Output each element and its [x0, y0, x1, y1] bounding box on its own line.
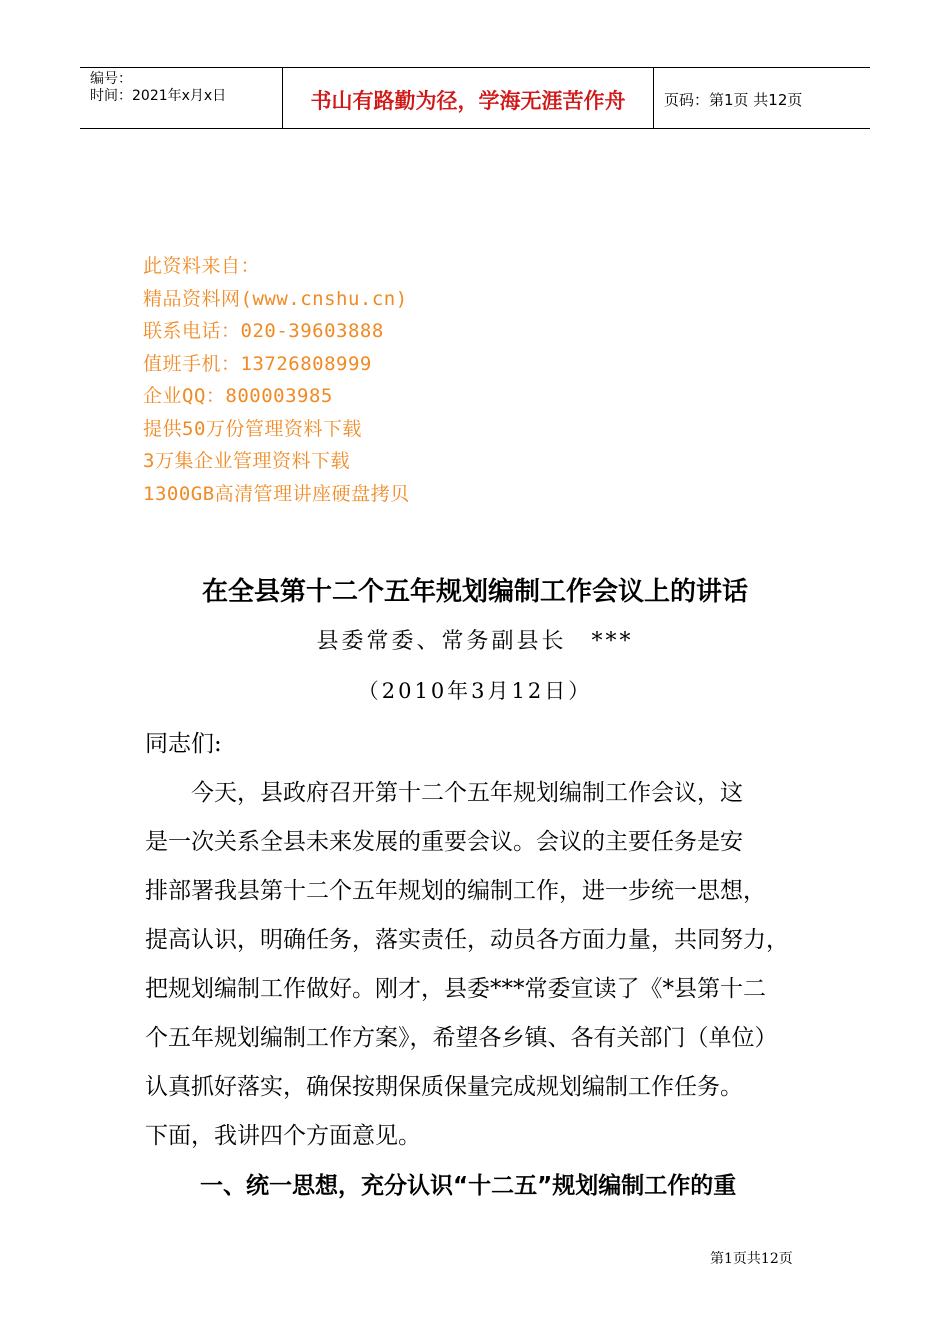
date-line: （2010年3月12日）	[357, 679, 593, 703]
paragraph-line: 今天，县政府召开第十二个五年规划编制工作会议，这	[145, 780, 743, 806]
paragraph-line: 个五年规划编制工作方案》，希望各乡镇、各有关部门（单位）	[145, 1025, 778, 1051]
page-header	[80, 67, 870, 129]
paragraph-line: 提高认识，明确任务，落实责任，动员各方面力量，共同努力，	[145, 927, 789, 953]
time-label: 时间：2021年x月x日	[90, 88, 227, 104]
section-heading: 一、统一思想，充分认识“十二五”规划编制工作的重	[200, 1173, 737, 1199]
header-page-cell	[654, 68, 870, 128]
source-line: 3万集企业管理资料下载	[143, 450, 350, 472]
header-motto-cell	[282, 68, 654, 128]
motto: 书山有路勤为径，学海无涯苦作舟	[310, 89, 626, 113]
document-title: 在全县第十二个五年规划编制工作会议上的讲话	[201, 577, 748, 607]
speaker-line: 县委常委、常务副县长 ***	[316, 629, 634, 654]
source-info-block	[143, 250, 410, 510]
source-line: 值班手机：13726808999	[143, 352, 372, 375]
paragraph-line: 下面，我讲四个方面意见。	[145, 1123, 421, 1149]
serial-label: 编号：	[90, 71, 132, 87]
paragraph-line: 排部署我县第十二个五年规划的编制工作，进一步统一思想，	[145, 878, 766, 904]
paragraph-line: 认真抓好落实，确保按期保质保量完成规划编制工作任务。	[145, 1074, 743, 1100]
source-line: 提供50万份管理资料下载	[143, 417, 362, 440]
source-line: 精品资料网(www.cnshu.cn)	[143, 287, 408, 310]
paragraph-line: 是一次关系全县未来发展的重要会议。会议的主要任务是安	[145, 829, 743, 855]
paragraph-line: 把规划编制工作做好。刚才，县委***常委宣读了《*县第十二	[145, 976, 766, 1002]
source-line: 1300GB高清管理讲座硬盘拷贝	[143, 482, 410, 505]
body-paragraph	[145, 769, 815, 1161]
source-line: 此资料来自：	[143, 255, 261, 277]
page-footer: 第1页共12页	[710, 1251, 793, 1267]
source-line: 企业QQ：800003985	[143, 385, 333, 407]
source-line: 联系电话：020-39603888	[143, 320, 384, 342]
salutation: 同志们:	[145, 731, 222, 757]
header-meta-cell	[80, 68, 282, 128]
header-page-info: 页码：第1页 共12页	[664, 91, 803, 109]
